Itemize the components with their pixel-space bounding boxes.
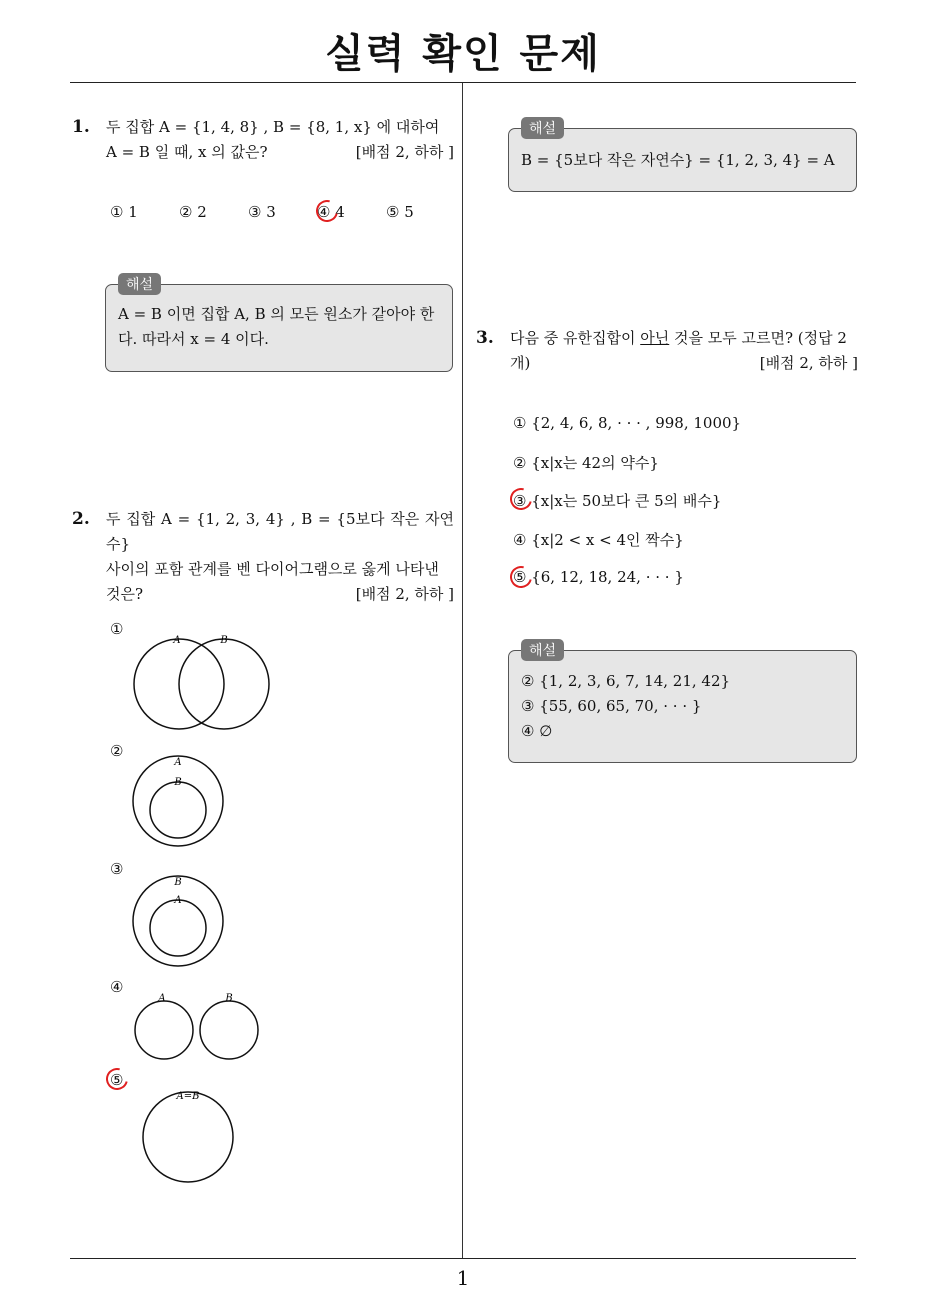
solution-label: 해설 xyxy=(521,117,564,139)
question-3-line-1b: 것을 모두 고르면? (정답 2 xyxy=(669,329,847,347)
venn-3-label-b: B xyxy=(174,877,182,888)
q1-choice-1[interactable]: ① 1 xyxy=(110,203,138,221)
question-2-number: 2. xyxy=(72,509,90,529)
q3-solution-line-3: ④ ∅ xyxy=(521,722,553,740)
column-divider xyxy=(462,83,463,1259)
question-1-text xyxy=(106,115,454,165)
venn-2-label-b: B xyxy=(174,777,182,788)
venn-diagram-1 xyxy=(120,630,280,740)
question-1-line-1: 두 집합 A = {1, 4, 8} , B = {8, 1, x} 에 대하여 xyxy=(106,118,440,136)
question-1-solution xyxy=(105,277,453,372)
page-number: 1 xyxy=(456,1266,470,1290)
bottom-rule xyxy=(70,1258,856,1259)
question-1-line-2: A = B 일 때, x 의 값은? xyxy=(106,143,268,161)
solution-label: 해설 xyxy=(521,639,564,661)
q3-choice-5[interactable]: ⑤ {6, 12, 18, 24, · · · } xyxy=(513,568,684,586)
q2-choice-3[interactable]: ③ xyxy=(110,860,124,878)
q1-answer-mark-icon xyxy=(312,196,342,226)
venn-diagram-4 xyxy=(120,990,260,1065)
question-2-solution xyxy=(508,121,857,192)
question-2-text xyxy=(106,507,454,607)
question-1-meta: [배점 2, 하하 ] xyxy=(355,143,454,161)
venn-diagram-5 xyxy=(135,1085,245,1185)
question-2-line-1: 두 집합 A = {1, 2, 3, 4} , B = {5보다 작은 자연수} xyxy=(106,510,454,553)
venn-5-label: A=B xyxy=(176,1091,200,1102)
question-2-line-3: 것은? xyxy=(106,585,144,603)
q1-choice-5[interactable]: ⑤ 5 xyxy=(386,203,414,221)
page-title: 실력 확인 문제 xyxy=(325,31,601,77)
question-3-line-2: 개) xyxy=(510,354,531,372)
q1-choice-4[interactable]: ④ 4 xyxy=(317,203,345,221)
venn-2-label-a: A xyxy=(174,757,182,768)
q1-solution-line-2: 다. 따라서 x = 4 이다. xyxy=(118,330,269,348)
q2-solution-line-1: B = {5보다 작은 자연수} = {1, 2, 3, 4} = A xyxy=(521,151,835,169)
question-3-line-1a: 다음 중 유한집합이 xyxy=(510,329,641,347)
venn-diagram-2 xyxy=(120,755,240,855)
top-rule xyxy=(70,82,856,83)
q1-solution-line-1: A = B 이면 집합 A, B 의 모든 원소가 같아야 한 xyxy=(118,305,435,323)
question-3-number: 3. xyxy=(476,328,494,348)
venn-4-label-a: A xyxy=(158,993,166,1004)
venn-3-label-a: A xyxy=(174,895,182,906)
q2-choice-1[interactable]: ① xyxy=(110,620,124,638)
q2-choice-4[interactable]: ④ xyxy=(110,978,124,996)
q3-choice-2[interactable]: ② {x|x는 42의 약수} xyxy=(513,454,659,472)
q1-choice-3[interactable]: ③ 3 xyxy=(248,203,276,221)
solution-label: 해설 xyxy=(118,273,161,295)
venn-4-label-b: B xyxy=(225,993,233,1004)
question-3-meta: [배점 2, 하하 ] xyxy=(759,354,858,372)
question-2-line-2: 사이의 포함 관계를 벤 다이어그램으로 옳게 나타낸 xyxy=(106,560,439,578)
question-1-number: 1. xyxy=(72,117,90,137)
q3-choice-1[interactable]: ① {2, 4, 6, 8, · · · , 998, 1000} xyxy=(513,414,742,432)
q1-choice-2[interactable]: ② 2 xyxy=(179,203,207,221)
question-3-underlined: 아닌 xyxy=(640,329,670,347)
venn-1-label-a: A xyxy=(173,635,181,646)
q2-choice-5[interactable]: ⑤ xyxy=(110,1071,124,1089)
q3-solution-line-1: ② {1, 2, 3, 6, 7, 14, 21, 42} xyxy=(521,672,731,690)
question-3-text xyxy=(510,326,858,376)
q3-choice-4[interactable]: ④ {x|2 < x < 4인 짝수} xyxy=(513,531,684,549)
q3-choice-3[interactable]: ③ {x|x는 50보다 큰 5의 배수} xyxy=(513,492,722,510)
venn-1-label-b: B xyxy=(220,635,228,646)
venn-diagram-3 xyxy=(120,873,240,973)
question-2-meta: [배점 2, 하하 ] xyxy=(355,585,454,603)
q3-answer-mark-5-icon xyxy=(506,562,536,592)
q2-answer-mark-icon xyxy=(102,1064,132,1094)
q2-choice-2[interactable]: ② xyxy=(110,742,124,760)
question-1-choices xyxy=(110,203,455,221)
question-3-solution xyxy=(508,643,857,763)
q3-solution-line-2: ③ {55, 60, 65, 70, · · · } xyxy=(521,697,702,715)
